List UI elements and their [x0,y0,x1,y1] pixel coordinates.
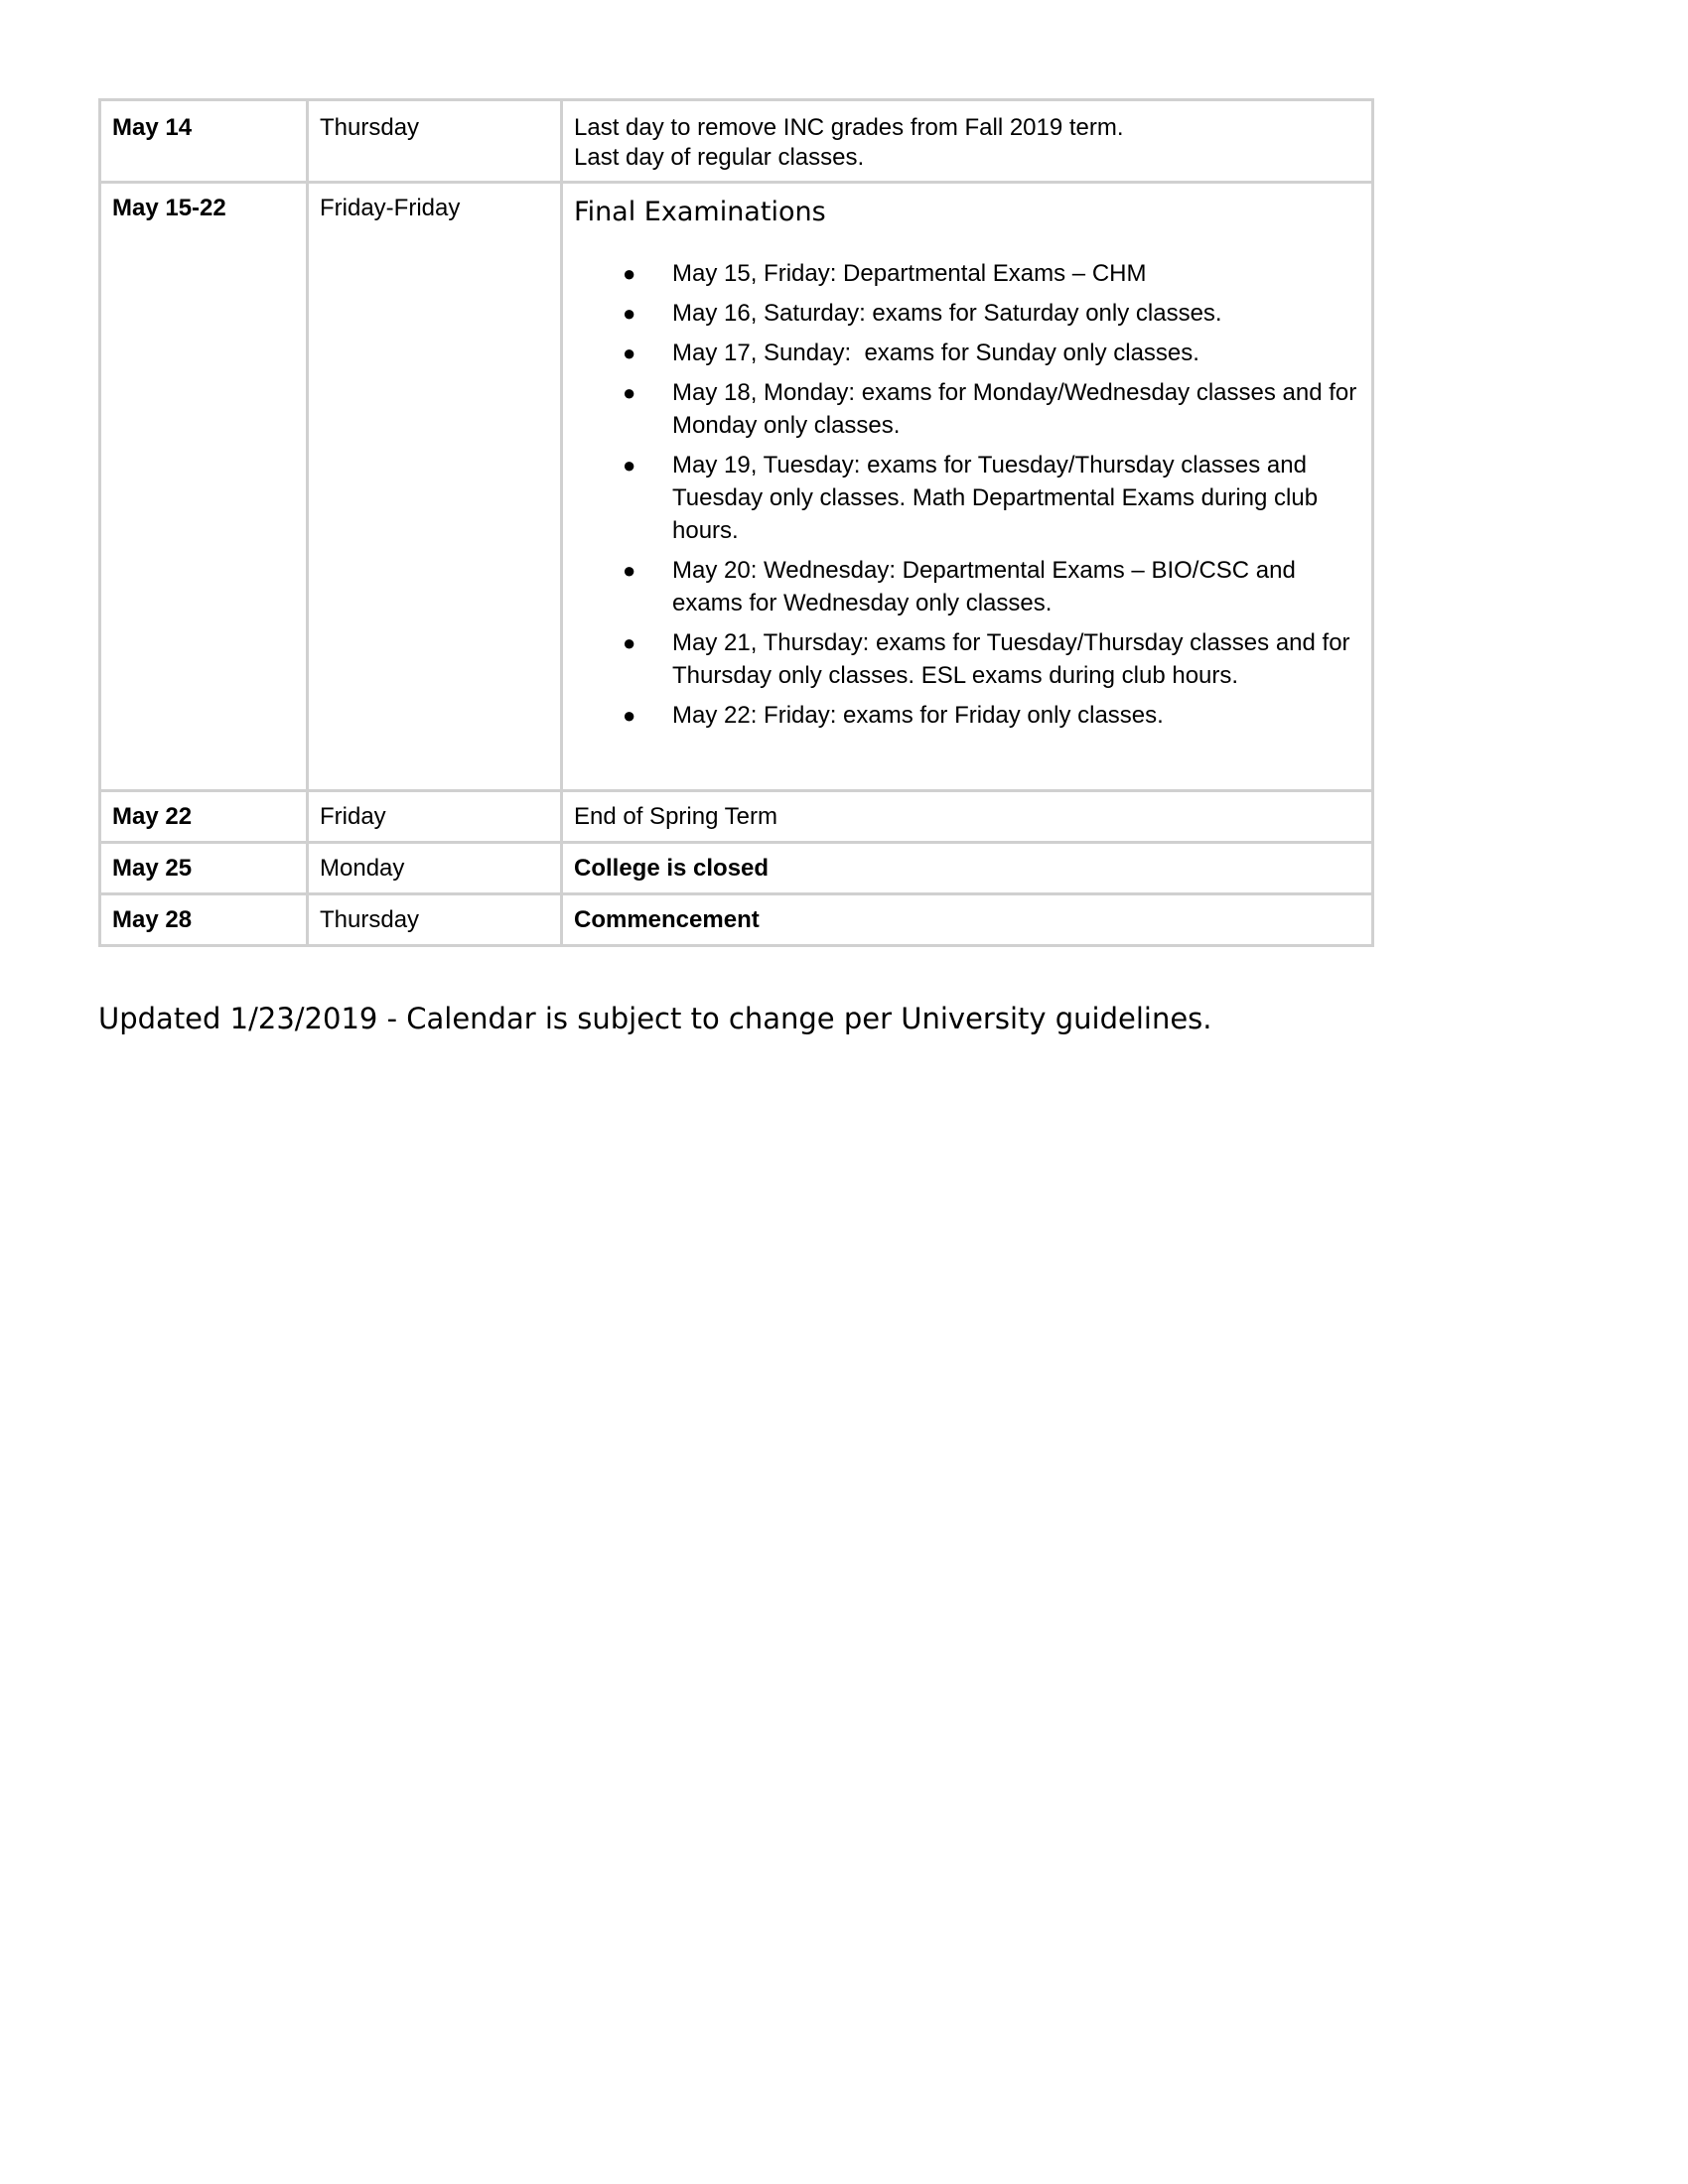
date-cell: May 22 [100,791,308,843]
list-item [574,449,1360,547]
bullet-icon: ● [623,380,636,405]
event-cell [562,100,1373,183]
list-item [574,337,1360,369]
date-cell: May 14 [100,100,308,183]
event-cell: College is closed [562,843,1373,894]
exam-text: May 17, Sunday: exams for Sunday only classes. [672,340,1199,366]
day-cell: Thursday [308,100,562,183]
list-item [574,257,1360,290]
bullet-icon: ● [623,261,636,286]
day-cell: Friday [308,791,562,843]
exam-text: May 16, Saturday: exams for Saturday only classes. [672,300,1222,327]
exam-text: May 20: Wednesday: Departmental Exams – BIO/CSC and exams for Wednesday only classes. [672,557,1296,616]
table-row [100,183,1373,791]
update-footnote: Updated 1/23/2019 - Calendar is subject to change per University guidelines. [98,1002,1212,1035]
final-examinations-heading: Final Examinations [574,197,826,227]
bullet-icon: ● [623,558,636,583]
table-row [100,791,1373,843]
list-item [574,554,1360,619]
event-cell: Commencement [562,894,1373,946]
exam-text: May 22: Friday: exams for Friday only classes. [672,702,1164,729]
table-row [100,843,1373,894]
exam-schedule-list [574,257,1360,732]
bullet-icon: ● [623,703,636,728]
date-cell: May 15-22 [100,183,308,791]
table-row [100,100,1373,183]
list-item [574,626,1360,692]
day-cell: Monday [308,843,562,894]
bullet-icon: ● [623,453,636,478]
event-line: Last day of regular classes. [574,144,865,171]
bullet-icon: ● [623,630,636,655]
table-row [100,894,1373,946]
event-cell: End of Spring Term [562,791,1373,843]
exam-text: May 15, Friday: Departmental Exams – CHM [672,260,1147,287]
day-cell: Thursday [308,894,562,946]
list-item [574,376,1360,442]
exam-text: May 21, Thursday: exams for Tuesday/Thursday classes and for Thursday only classes. ESL exams during club hours. [672,629,1350,689]
bullet-icon: ● [623,301,636,326]
exam-text: May 19, Tuesday: exams for Tuesday/Thursday classes and Tuesday only classes. Math Departmental Exams during club hours. [672,452,1319,544]
list-item [574,699,1360,732]
exam-text: May 18, Monday: exams for Monday/Wednesday classes and for Monday only classes. [672,379,1357,439]
date-cell: May 28 [100,894,308,946]
list-item [574,297,1360,330]
event-cell [562,183,1373,791]
date-cell: May 25 [100,843,308,894]
academic-calendar-table [98,98,1374,947]
bullet-icon: ● [623,341,636,365]
event-line: Last day to remove INC grades from Fall 2019 term. [574,114,1124,141]
day-cell: Friday-Friday [308,183,562,791]
